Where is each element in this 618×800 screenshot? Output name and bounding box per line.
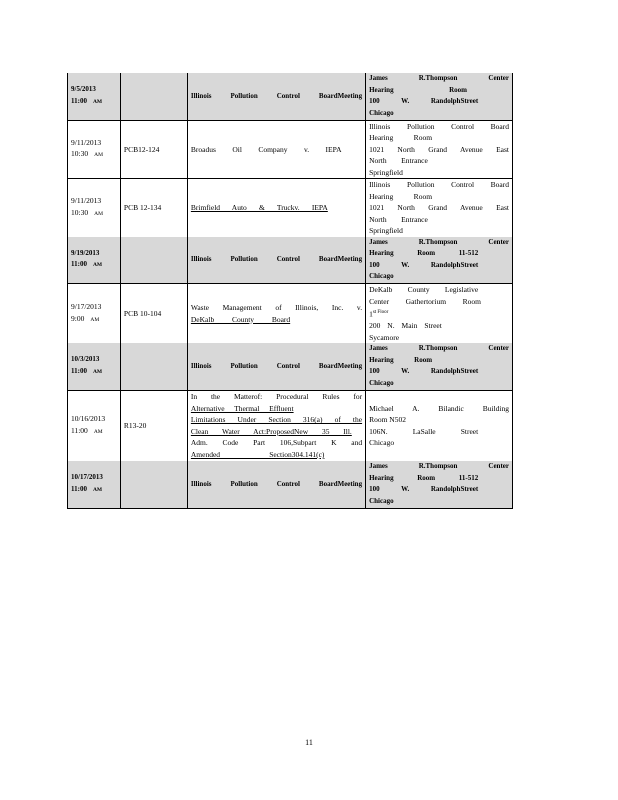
case-name-line: Adm. Code Part 106,Subpart K and <box>190 438 363 448</box>
ampm-text: AM <box>94 152 103 159</box>
location-line: Hearing Room <box>369 191 433 201</box>
case-name-line: Limitations Under Section 316(a) of the <box>190 415 363 425</box>
table-row <box>68 390 513 461</box>
case-name-line: Illinois Pollution Control BoardMeeting <box>190 255 363 263</box>
location-line: DeKalb County Legislative <box>369 285 479 294</box>
case-name-line: Alternative Thermal Effluent <box>190 403 294 413</box>
case-cell <box>120 237 187 284</box>
name-cell <box>187 284 365 344</box>
location-line: 100 W. RandolphStreet <box>369 260 479 269</box>
location-line: Sycamore <box>369 332 400 342</box>
case-name-line: DeKalb County Board <box>190 314 291 324</box>
case-name-line: Brimfield Auto & Truckv. IEPA <box>190 203 328 212</box>
date-text: 10/16/2013 <box>71 414 106 424</box>
location-line: Illinois Pollution Control Board <box>369 121 509 131</box>
location-line: Hearing Room <box>369 85 468 94</box>
location-line: James R.Thompson Center <box>369 74 509 83</box>
location-line: 1021 North Grand Avenue East <box>369 144 509 154</box>
date-cell <box>68 179 121 237</box>
table-row <box>68 120 513 179</box>
location-line: 100 W. RandolphStreet <box>369 367 479 376</box>
name-cell <box>187 390 365 461</box>
location-line: Michael A. Bilandic Building <box>369 403 509 413</box>
location-line: Springfield <box>369 226 403 235</box>
case-cell <box>120 179 187 237</box>
case-number: PCB 12-134 <box>123 203 162 212</box>
case-name-line: Waste Management of Illinois, Inc. v. <box>190 303 363 312</box>
date-text: 9/17/2013 <box>71 302 102 311</box>
time-text: 10:30 <box>71 149 89 159</box>
location-line: North Entrance <box>369 156 428 165</box>
location-cell <box>366 120 513 179</box>
case-number: PCB12-124 <box>123 144 160 154</box>
ampm-text: AM <box>93 428 103 435</box>
date-cell <box>68 343 121 390</box>
date-cell <box>68 284 121 344</box>
location-line: 200 N. Main Street <box>369 321 442 330</box>
case-name-line: Illinois Pollution Control BoardMeeting <box>190 361 363 370</box>
location-line: James R.Thompson Center <box>369 237 509 246</box>
location-line: James R.Thompson Center <box>369 462 509 471</box>
case-name-line: In the Matterof: Procedural Rules for <box>190 392 363 402</box>
date-cell <box>68 237 121 284</box>
table-row <box>68 179 513 237</box>
location-line: Illinois Pollution Control Board <box>369 180 509 189</box>
name-cell <box>187 343 365 390</box>
case-cell <box>120 73 187 120</box>
location-line: Center Gathertorium Room <box>369 296 482 306</box>
location-cell <box>366 179 513 237</box>
case-cell <box>120 120 187 179</box>
table-row <box>68 461 513 508</box>
name-cell <box>187 179 365 237</box>
table-row <box>68 237 513 284</box>
time-text: 11:00 <box>71 260 87 269</box>
floor-number: 1 <box>369 309 373 319</box>
location-line: Hearing Room <box>369 355 433 364</box>
ampm-text: AM <box>92 486 103 493</box>
name-cell <box>187 237 365 284</box>
location-line: Room N502 <box>369 415 406 425</box>
location-line: Chicago <box>369 272 394 281</box>
table-row <box>68 343 513 390</box>
time-text: 10:30 <box>71 207 89 217</box>
location-cell <box>366 73 513 120</box>
table-row <box>68 284 513 344</box>
date-text: 10/3/2013 <box>71 355 100 364</box>
location-line: North Entrance <box>369 214 428 224</box>
location-cell <box>366 390 513 461</box>
case-name-line: Clean Water Act:ProposedNew 35 Ill. <box>190 426 352 436</box>
time-text: 11:00 <box>71 484 87 493</box>
ampm-text: AM <box>92 98 103 105</box>
case-name-line: Amended Section304.141(c) <box>190 449 325 459</box>
ampm-text: AM <box>94 210 103 217</box>
location-line: 100 W. RandolphStreet <box>369 485 479 494</box>
location-cell <box>366 461 513 508</box>
location-line: Chicago <box>369 378 394 387</box>
location-cell <box>366 237 513 284</box>
floor-suffix: st Floor <box>372 310 389 315</box>
ampm-text: AM <box>90 316 100 323</box>
location-line: 106N. LaSalle Street <box>369 426 479 436</box>
date-text: 9/5/2013 <box>71 85 96 94</box>
name-cell <box>187 73 365 120</box>
date-cell <box>68 390 121 461</box>
location-line: 1021 North Grand Avenue East <box>369 203 509 212</box>
date-text: 9/11/2013 <box>71 196 102 206</box>
ampm-text: AM <box>92 262 103 269</box>
case-name-line: Illinois Pollution Control BoardMeeting <box>190 479 363 488</box>
name-cell <box>187 461 365 508</box>
case-cell <box>120 343 187 390</box>
case-cell <box>120 390 187 461</box>
location-line: Hearing Room 11-512 <box>369 473 479 482</box>
location-line: Chicago <box>369 108 394 117</box>
case-name-line: Broadus Oil Company v. IEPA <box>190 144 342 154</box>
location-line: James R.Thompson Center <box>369 344 509 353</box>
ampm-text: AM <box>92 368 103 375</box>
time-text: 9:00 <box>71 313 85 323</box>
location-line: Hearing Room <box>369 133 433 142</box>
location-line: Chicago <box>369 496 394 505</box>
date-text: 9/11/2013 <box>71 137 102 147</box>
time-text: 11:00 <box>71 96 87 105</box>
location-line: 100 W. RandolphStreet <box>369 97 479 106</box>
date-text: 9/19/2013 <box>71 248 100 257</box>
location-line: Hearing Room 11-512 <box>369 249 479 258</box>
table-row <box>68 73 513 120</box>
case-number: R13-20 <box>123 421 147 430</box>
date-cell <box>68 120 121 179</box>
location-cell <box>366 343 513 390</box>
date-cell <box>68 73 121 120</box>
location-cell <box>366 284 513 344</box>
case-cell <box>120 461 187 508</box>
name-cell <box>187 120 365 179</box>
location-line: Chicago <box>369 438 395 448</box>
time-text: 11:00 <box>71 425 88 435</box>
hearing-schedule-table <box>67 73 513 509</box>
case-number: PCB 10-104 <box>123 308 162 318</box>
date-text: 10/17/2013 <box>71 473 103 482</box>
time-text: 11:00 <box>71 366 87 375</box>
case-cell <box>120 284 187 344</box>
date-cell <box>68 461 121 508</box>
case-name-line: Illinois Pollution Control BoardMeeting <box>190 91 363 100</box>
location-line: Springfield <box>369 167 403 177</box>
page-number: 11 <box>305 738 313 747</box>
